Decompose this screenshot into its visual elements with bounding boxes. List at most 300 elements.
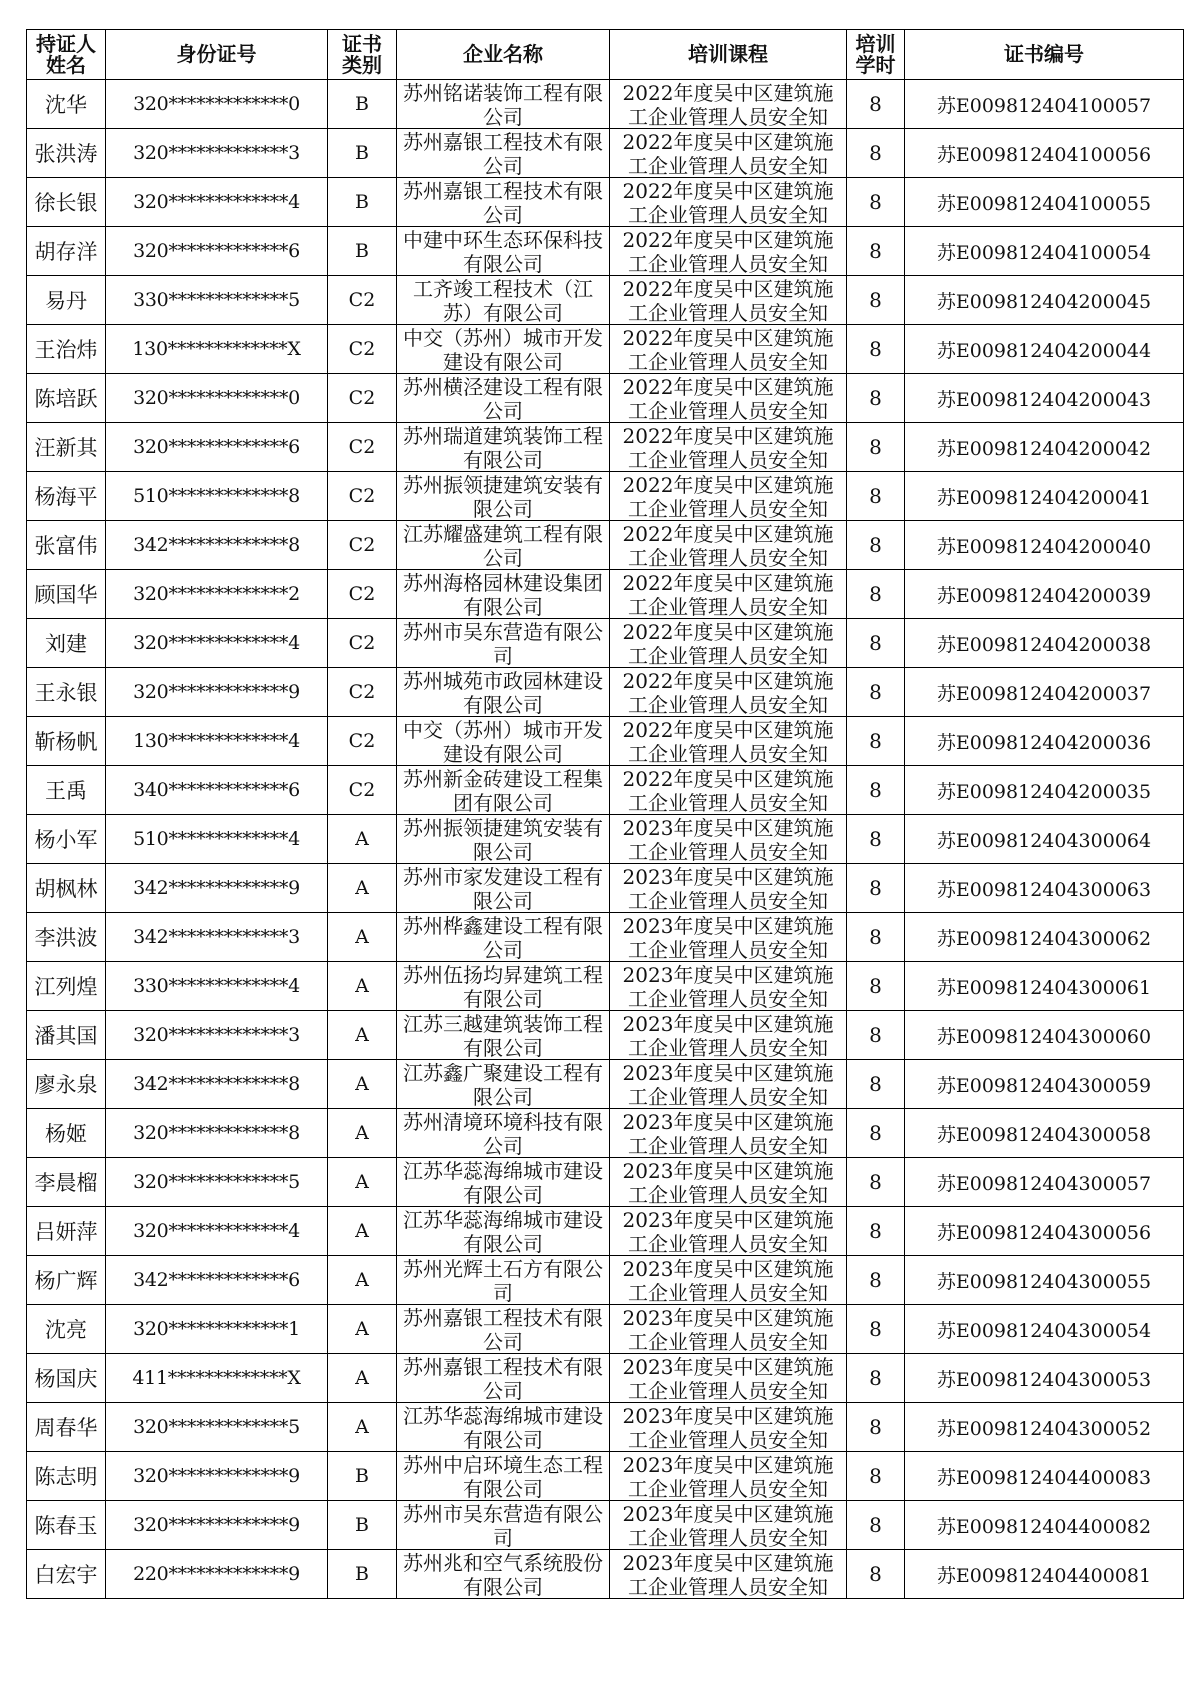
- table-row: [27, 325, 1184, 374]
- company-name: 中交（苏州）城市开发建设有限公司: [403, 718, 603, 764]
- holder-name-cell: 白宏宇: [27, 1550, 106, 1599]
- table-row: [27, 668, 1184, 717]
- cert-class-cell: C2: [328, 668, 397, 717]
- cert-number-cell: 苏E009812404300054: [905, 1305, 1184, 1354]
- cert-number-cell: 苏E009812404300059: [905, 1060, 1184, 1109]
- table-row: [27, 374, 1184, 423]
- company-name-cell: [397, 276, 610, 325]
- training-hours-cell: 8: [847, 1158, 905, 1207]
- company-name-cell: [397, 1256, 610, 1305]
- training-hours-cell: 8: [847, 815, 905, 864]
- id-number-cell: 320*************9: [106, 1501, 328, 1550]
- training-course: 2023年度吴中区建筑施工企业管理人员安全知: [622, 914, 834, 960]
- cert-number-cell: 苏E009812404200045: [905, 276, 1184, 325]
- cert-class-cell: A: [328, 962, 397, 1011]
- cert-class-cell: A: [328, 864, 397, 913]
- holder-name-cell: 陈春玉: [27, 1501, 106, 1550]
- table-row: [27, 423, 1184, 472]
- cert-class-cell: C2: [328, 717, 397, 766]
- cert-class-cell: B: [328, 1501, 397, 1550]
- table-row: [27, 1109, 1184, 1158]
- cert-number-cell: 苏E009812404200042: [905, 423, 1184, 472]
- training-hours-cell: 8: [847, 1403, 905, 1452]
- cert-class-cell: A: [328, 1011, 397, 1060]
- holder-name-cell: 吕妍萍: [27, 1207, 106, 1256]
- training-hours-cell: 8: [847, 1305, 905, 1354]
- table-row: [27, 1158, 1184, 1207]
- company-name: 中交（苏州）城市开发建设有限公司: [403, 326, 603, 372]
- training-course-cell: [610, 423, 847, 472]
- company-name-cell: [397, 1354, 610, 1403]
- company-name-cell: [397, 423, 610, 472]
- cert-number-cell: 苏E009812404200035: [905, 766, 1184, 815]
- cert-number-cell: 苏E009812404200041: [905, 472, 1184, 521]
- training-course-cell: [610, 227, 847, 276]
- cert-number-cell: 苏E009812404300063: [905, 864, 1184, 913]
- id-number-cell: 320*************4: [106, 1207, 328, 1256]
- cert-number-cell: 苏E009812404100057: [905, 80, 1184, 129]
- table-row: [27, 1403, 1184, 1452]
- header-company: 企业名称: [397, 30, 610, 80]
- company-name: 工齐竣工程技术（江苏）有限公司: [413, 277, 593, 323]
- cert-number-cell: 苏E009812404300060: [905, 1011, 1184, 1060]
- cert-class-cell: C2: [328, 619, 397, 668]
- company-name-cell: [397, 1060, 610, 1109]
- company-name-cell: [397, 1109, 610, 1158]
- training-course: 2023年度吴中区建筑施工企业管理人员安全知: [622, 1257, 834, 1303]
- training-course: 2023年度吴中区建筑施工企业管理人员安全知: [622, 1502, 834, 1548]
- holder-name-cell: 刘建: [27, 619, 106, 668]
- holder-name-cell: 王永银: [27, 668, 106, 717]
- holder-name-cell: 顾国华: [27, 570, 106, 619]
- training-course-cell: [610, 374, 847, 423]
- holder-name-cell: 江列煌: [27, 962, 106, 1011]
- training-course-cell: [610, 472, 847, 521]
- training-course: 2023年度吴中区建筑施工企业管理人员安全知: [622, 1306, 834, 1352]
- training-hours-cell: 8: [847, 766, 905, 815]
- company-name: 苏州海格园林建设集团有限公司: [403, 571, 603, 617]
- company-name: 中建中环生态环保科技有限公司: [403, 228, 603, 274]
- id-number-cell: 342*************3: [106, 913, 328, 962]
- table-row: [27, 1256, 1184, 1305]
- training-hours-cell: 8: [847, 325, 905, 374]
- cert-class-cell: B: [328, 129, 397, 178]
- company-name: 苏州嘉银工程技术有限公司: [403, 179, 603, 225]
- training-course-cell: [610, 1403, 847, 1452]
- id-number-cell: 320*************9: [106, 668, 328, 717]
- training-course-cell: [610, 1011, 847, 1060]
- training-course: 2023年度吴中区建筑施工企业管理人员安全知: [622, 1551, 834, 1597]
- training-course: 2022年度吴中区建筑施工企业管理人员安全知: [622, 620, 834, 666]
- training-hours-cell: 8: [847, 1060, 905, 1109]
- training-hours-cell: 8: [847, 80, 905, 129]
- cert-class-cell: A: [328, 815, 397, 864]
- cert-class-cell: A: [328, 913, 397, 962]
- training-hours-cell: 8: [847, 423, 905, 472]
- cert-number-cell: 苏E009812404200039: [905, 570, 1184, 619]
- training-course: 2022年度吴中区建筑施工企业管理人员安全知: [622, 669, 834, 715]
- id-number-cell: 320*************8: [106, 1109, 328, 1158]
- table-row: [27, 1354, 1184, 1403]
- id-number-cell: 220*************9: [106, 1550, 328, 1599]
- cert-number-cell: 苏E009812404400082: [905, 1501, 1184, 1550]
- training-course: 2023年度吴中区建筑施工企业管理人员安全知: [622, 1355, 834, 1401]
- cert-class-cell: B: [328, 1452, 397, 1501]
- training-course-cell: [610, 913, 847, 962]
- table-row: [27, 80, 1184, 129]
- certificate-table: [26, 29, 1184, 1599]
- training-hours-cell: 8: [847, 129, 905, 178]
- training-course-cell: [610, 815, 847, 864]
- cert-number-cell: 苏E009812404200036: [905, 717, 1184, 766]
- cert-number-cell: 苏E009812404200043: [905, 374, 1184, 423]
- table-row: [27, 178, 1184, 227]
- id-number-cell: 342*************6: [106, 1256, 328, 1305]
- training-course-cell: [610, 1158, 847, 1207]
- company-name: 江苏华蕊海绵城市建设有限公司: [403, 1404, 603, 1450]
- table-row: [27, 521, 1184, 570]
- table-row: [27, 1550, 1184, 1599]
- table-row: [27, 766, 1184, 815]
- id-number-cell: 320*************9: [106, 1452, 328, 1501]
- training-hours-cell: 8: [847, 1501, 905, 1550]
- cert-class-cell: A: [328, 1256, 397, 1305]
- holder-name-cell: 杨广辉: [27, 1256, 106, 1305]
- training-course-cell: [610, 129, 847, 178]
- cert-number-cell: 苏E009812404300062: [905, 913, 1184, 962]
- training-hours-cell: 8: [847, 1207, 905, 1256]
- holder-name-cell: 杨海平: [27, 472, 106, 521]
- training-hours-cell: 8: [847, 913, 905, 962]
- company-name-cell: [397, 374, 610, 423]
- company-name-cell: [397, 472, 610, 521]
- training-course: 2022年度吴中区建筑施工企业管理人员安全知: [622, 473, 834, 519]
- company-name-cell: [397, 864, 610, 913]
- cert-number-cell: 苏E009812404300053: [905, 1354, 1184, 1403]
- cert-class-cell: B: [328, 227, 397, 276]
- training-course: 2023年度吴中区建筑施工企业管理人员安全知: [622, 1012, 834, 1058]
- cert-number-cell: 苏E009812404100055: [905, 178, 1184, 227]
- holder-name-cell: 徐长银: [27, 178, 106, 227]
- cert-number-cell: 苏E009812404300055: [905, 1256, 1184, 1305]
- company-name-cell: [397, 1011, 610, 1060]
- training-course: 2023年度吴中区建筑施工企业管理人员安全知: [622, 1061, 834, 1107]
- company-name: 苏州振领捷建筑安装有限公司: [403, 816, 603, 862]
- cert-number-cell: 苏E009812404200040: [905, 521, 1184, 570]
- cert-number-cell: 苏E009812404300052: [905, 1403, 1184, 1452]
- training-course-cell: [610, 570, 847, 619]
- company-name-cell: [397, 1305, 610, 1354]
- training-course-cell: [610, 1501, 847, 1550]
- header-cert-number: 证书编号: [905, 30, 1184, 80]
- table-header-row: [27, 30, 1184, 80]
- training-course-cell: [610, 1207, 847, 1256]
- holder-name-cell: 廖永泉: [27, 1060, 106, 1109]
- holder-name-cell: 沈华: [27, 80, 106, 129]
- header-id-number: 身份证号: [106, 30, 328, 80]
- company-name: 江苏鑫广聚建设工程有限公司: [403, 1061, 603, 1107]
- id-number-cell: 320*************6: [106, 423, 328, 472]
- training-course-cell: [610, 178, 847, 227]
- header-hours: 培训 学时: [847, 30, 905, 80]
- company-name-cell: [397, 178, 610, 227]
- holder-name-cell: 汪新其: [27, 423, 106, 472]
- cert-number-cell: 苏E009812404200037: [905, 668, 1184, 717]
- cert-class-cell: B: [328, 80, 397, 129]
- cert-number-cell: 苏E009812404400081: [905, 1550, 1184, 1599]
- holder-name-cell: 靳杨帆: [27, 717, 106, 766]
- cert-number-cell: 苏E009812404200044: [905, 325, 1184, 374]
- cert-number-cell: 苏E009812404300058: [905, 1109, 1184, 1158]
- training-hours-cell: 8: [847, 1011, 905, 1060]
- table-row: [27, 276, 1184, 325]
- company-name: 苏州嘉银工程技术有限公司: [403, 1306, 603, 1352]
- training-course: 2022年度吴中区建筑施工企业管理人员安全知: [622, 522, 834, 568]
- cert-number-cell: 苏E009812404300064: [905, 815, 1184, 864]
- company-name: 苏州嘉银工程技术有限公司: [403, 130, 603, 176]
- company-name: 苏州横泾建设工程有限公司: [403, 375, 603, 421]
- company-name-cell: [397, 80, 610, 129]
- cert-class-cell: C2: [328, 472, 397, 521]
- id-number-cell: 510*************4: [106, 815, 328, 864]
- id-number-cell: 342*************8: [106, 521, 328, 570]
- training-course-cell: [610, 1305, 847, 1354]
- training-course-cell: [610, 1452, 847, 1501]
- holder-name-cell: 周春华: [27, 1403, 106, 1452]
- cert-class-cell: C2: [328, 374, 397, 423]
- table-row: [27, 717, 1184, 766]
- company-name-cell: [397, 570, 610, 619]
- holder-name-cell: 李洪波: [27, 913, 106, 962]
- training-hours-cell: 8: [847, 717, 905, 766]
- training-course-cell: [610, 668, 847, 717]
- company-name: 苏州振领捷建筑安装有限公司: [403, 473, 603, 519]
- id-number-cell: 320*************3: [106, 129, 328, 178]
- company-name-cell: [397, 325, 610, 374]
- training-course: 2023年度吴中区建筑施工企业管理人员安全知: [622, 1453, 834, 1499]
- training-hours-cell: 8: [847, 619, 905, 668]
- table-row: [27, 129, 1184, 178]
- id-number-cell: 320*************2: [106, 570, 328, 619]
- id-number-cell: 320*************6: [106, 227, 328, 276]
- training-course: 2022年度吴中区建筑施工企业管理人员安全知: [622, 179, 834, 225]
- training-course-cell: [610, 1354, 847, 1403]
- holder-name-cell: 王禹: [27, 766, 106, 815]
- company-name-cell: [397, 815, 610, 864]
- training-course-cell: [610, 864, 847, 913]
- company-name: 江苏华蕊海绵城市建设有限公司: [403, 1208, 603, 1254]
- table-row: [27, 1452, 1184, 1501]
- company-name-cell: [397, 1550, 610, 1599]
- training-course-cell: [610, 1109, 847, 1158]
- company-name: 苏州光辉土石方有限公司: [403, 1257, 603, 1303]
- company-name-cell: [397, 766, 610, 815]
- id-number-cell: 320*************4: [106, 178, 328, 227]
- table-row: [27, 227, 1184, 276]
- training-hours-cell: 8: [847, 1452, 905, 1501]
- cert-number-cell: 苏E009812404300057: [905, 1158, 1184, 1207]
- cert-class-cell: C2: [328, 766, 397, 815]
- cert-number-cell: 苏E009812404200038: [905, 619, 1184, 668]
- id-number-cell: 510*************8: [106, 472, 328, 521]
- holder-name-cell: 胡枫林: [27, 864, 106, 913]
- table-row: [27, 1060, 1184, 1109]
- company-name: 江苏华蕊海绵城市建设有限公司: [403, 1159, 603, 1205]
- company-name: 苏州市家发建设工程有限公司: [403, 865, 603, 911]
- cert-number-cell: 苏E009812404300061: [905, 962, 1184, 1011]
- id-number-cell: 330*************4: [106, 962, 328, 1011]
- training-course: 2022年度吴中区建筑施工企业管理人员安全知: [622, 375, 834, 421]
- cert-number-cell: 苏E009812404100056: [905, 129, 1184, 178]
- holder-name-cell: 陈志明: [27, 1452, 106, 1501]
- id-number-cell: 320*************1: [106, 1305, 328, 1354]
- training-course-cell: [610, 1060, 847, 1109]
- training-hours-cell: 8: [847, 178, 905, 227]
- training-course-cell: [610, 766, 847, 815]
- holder-name-cell: 易丹: [27, 276, 106, 325]
- holder-name-cell: 杨姬: [27, 1109, 106, 1158]
- training-hours-cell: 8: [847, 276, 905, 325]
- training-hours-cell: 8: [847, 1256, 905, 1305]
- company-name: 苏州嘉银工程技术有限公司: [403, 1355, 603, 1401]
- holder-name-cell: 杨国庆: [27, 1354, 106, 1403]
- id-number-cell: 320*************5: [106, 1158, 328, 1207]
- training-course: 2022年度吴中区建筑施工企业管理人员安全知: [622, 718, 834, 764]
- company-name: 苏州伍扬均昇建筑工程有限公司: [403, 963, 603, 1009]
- company-name-cell: [397, 227, 610, 276]
- training-hours-cell: 8: [847, 1109, 905, 1158]
- table-row: [27, 472, 1184, 521]
- table-body: [27, 80, 1184, 1599]
- company-name: 苏州铭诺装饰工程有限公司: [403, 81, 603, 127]
- training-hours-cell: 8: [847, 864, 905, 913]
- training-hours-cell: 8: [847, 1550, 905, 1599]
- cert-class-cell: C2: [328, 570, 397, 619]
- holder-name-cell: 陈培跃: [27, 374, 106, 423]
- table-row: [27, 1011, 1184, 1060]
- table-row: [27, 1305, 1184, 1354]
- company-name-cell: [397, 619, 610, 668]
- training-hours-cell: 8: [847, 521, 905, 570]
- company-name: 苏州城苑市政园林建设有限公司: [403, 669, 603, 715]
- cert-number-cell: 苏E009812404300056: [905, 1207, 1184, 1256]
- company-name: 苏州清境环境科技有限公司: [403, 1110, 603, 1156]
- cert-class-cell: B: [328, 178, 397, 227]
- table-row: [27, 1207, 1184, 1256]
- header-cert-class: 证书 类别: [328, 30, 397, 80]
- company-name-cell: [397, 913, 610, 962]
- company-name: 苏州桦鑫建设工程有限公司: [403, 914, 603, 960]
- cert-class-cell: A: [328, 1305, 397, 1354]
- training-course: 2023年度吴中区建筑施工企业管理人员安全知: [622, 1159, 834, 1205]
- company-name-cell: [397, 1207, 610, 1256]
- holder-name-cell: 杨小军: [27, 815, 106, 864]
- company-name: 苏州兆和空气系统股份有限公司: [403, 1551, 603, 1597]
- company-name-cell: [397, 962, 610, 1011]
- training-course: 2022年度吴中区建筑施工企业管理人员安全知: [622, 277, 834, 323]
- company-name-cell: [397, 129, 610, 178]
- company-name: 苏州中启环境生态工程有限公司: [403, 1453, 603, 1499]
- table-row: [27, 619, 1184, 668]
- id-number-cell: 340*************6: [106, 766, 328, 815]
- company-name-cell: [397, 717, 610, 766]
- cert-number-cell: 苏E009812404400083: [905, 1452, 1184, 1501]
- id-number-cell: 320*************5: [106, 1403, 328, 1452]
- training-hours-cell: 8: [847, 1354, 905, 1403]
- training-hours-cell: 8: [847, 374, 905, 423]
- company-name: 江苏耀盛建筑工程有限公司: [403, 522, 603, 568]
- holder-name-cell: 胡存洋: [27, 227, 106, 276]
- training-hours-cell: 8: [847, 962, 905, 1011]
- company-name: 苏州新金砖建设工程集团有限公司: [403, 767, 603, 813]
- training-course: 2022年度吴中区建筑施工企业管理人员安全知: [622, 424, 834, 470]
- cert-class-cell: A: [328, 1060, 397, 1109]
- holder-name-cell: 张富伟: [27, 521, 106, 570]
- training-course: 2023年度吴中区建筑施工企业管理人员安全知: [622, 1404, 834, 1450]
- id-number-cell: 130*************X: [106, 325, 328, 374]
- id-number-cell: 342*************9: [106, 864, 328, 913]
- training-course-cell: [610, 80, 847, 129]
- training-course: 2022年度吴中区建筑施工企业管理人员安全知: [622, 228, 834, 274]
- training-course: 2022年度吴中区建筑施工企业管理人员安全知: [622, 571, 834, 617]
- training-hours-cell: 8: [847, 472, 905, 521]
- table-row: [27, 962, 1184, 1011]
- cert-class-cell: A: [328, 1109, 397, 1158]
- cert-class-cell: B: [328, 1550, 397, 1599]
- training-course-cell: [610, 619, 847, 668]
- id-number-cell: 411*************X: [106, 1354, 328, 1403]
- training-course: 2022年度吴中区建筑施工企业管理人员安全知: [622, 81, 834, 127]
- table-row: [27, 864, 1184, 913]
- table-row: [27, 570, 1184, 619]
- cert-class-cell: A: [328, 1158, 397, 1207]
- cert-class-cell: C2: [328, 276, 397, 325]
- table-row: [27, 1501, 1184, 1550]
- training-course-cell: [610, 521, 847, 570]
- cert-number-cell: 苏E009812404100054: [905, 227, 1184, 276]
- training-course-cell: [610, 1256, 847, 1305]
- company-name-cell: [397, 1403, 610, 1452]
- company-name-cell: [397, 1452, 610, 1501]
- training-hours-cell: 8: [847, 227, 905, 276]
- cert-class-cell: A: [328, 1403, 397, 1452]
- cert-class-cell: A: [328, 1207, 397, 1256]
- id-number-cell: 320*************0: [106, 80, 328, 129]
- company-name: 苏州瑞道建筑装饰工程有限公司: [403, 424, 603, 470]
- training-course-cell: [610, 962, 847, 1011]
- company-name: 江苏三越建筑装饰工程有限公司: [403, 1012, 603, 1058]
- training-hours-cell: 8: [847, 668, 905, 717]
- training-course: 2023年度吴中区建筑施工企业管理人员安全知: [622, 816, 834, 862]
- header-course: 培训课程: [610, 30, 847, 80]
- training-course-cell: [610, 325, 847, 374]
- holder-name-cell: 潘其国: [27, 1011, 106, 1060]
- id-number-cell: 342*************8: [106, 1060, 328, 1109]
- training-course-cell: [610, 717, 847, 766]
- training-course-cell: [610, 1550, 847, 1599]
- table-row: [27, 913, 1184, 962]
- cert-class-cell: C2: [328, 325, 397, 374]
- training-course: 2023年度吴中区建筑施工企业管理人员安全知: [622, 865, 834, 911]
- cert-class-cell: A: [328, 1354, 397, 1403]
- holder-name-cell: 张洪涛: [27, 129, 106, 178]
- training-course: 2023年度吴中区建筑施工企业管理人员安全知: [622, 1110, 834, 1156]
- training-course: 2023年度吴中区建筑施工企业管理人员安全知: [622, 1208, 834, 1254]
- company-name-cell: [397, 521, 610, 570]
- company-name-cell: [397, 1158, 610, 1207]
- id-number-cell: 130*************4: [106, 717, 328, 766]
- cert-class-cell: C2: [328, 423, 397, 472]
